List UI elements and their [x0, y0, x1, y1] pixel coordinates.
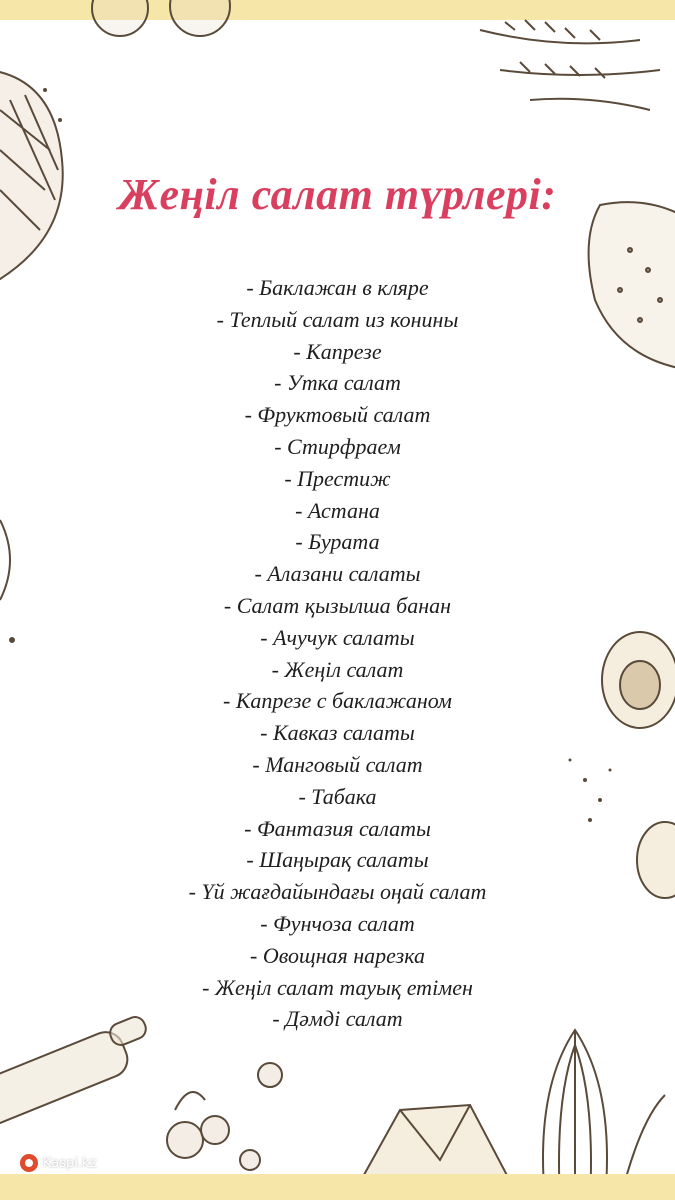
list-item: - Капрезе с баклажаном — [223, 688, 452, 714]
list-item: - Алазани салаты — [254, 561, 421, 587]
list-item: - Астана — [295, 497, 380, 523]
berries-illustration — [167, 1063, 282, 1170]
list-item: - Фантазия салаты — [244, 815, 431, 841]
list-item: - Теплый салат из конины — [216, 306, 459, 332]
list-item: - Бурата — [295, 529, 380, 555]
list-item: - Овощная нарезка — [250, 942, 425, 968]
watermark-text: Kaspi.kz — [43, 1155, 97, 1171]
list-item: - Престиж — [284, 465, 391, 491]
list-item: - Шаңырақ салаты — [246, 847, 429, 873]
list-item: - Фруктовый салат — [244, 402, 431, 428]
page-title: Жеңіл салат түрлері: — [118, 170, 557, 220]
list-item: - Ачучук салаты — [260, 624, 415, 650]
list-item: - Баклажан в кляре — [246, 275, 429, 300]
salad-list — [0, 272, 675, 1035]
list-item: - Фунчоза салат — [260, 910, 415, 936]
watermark — [20, 1154, 96, 1172]
list-item: - Салат қызылша банан — [223, 592, 452, 618]
list-item: - Дәмді салат — [272, 1006, 403, 1032]
list-item: - Кавказ салаты — [260, 720, 415, 746]
list-item: - Жеңіл салат тауық етімен — [202, 974, 473, 1000]
pie-illustration — [0, 0, 230, 285]
kaspi-logo-icon — [20, 1154, 38, 1172]
list-item: - Үй жағдайындағы оңай салат — [188, 879, 487, 905]
bottom-decor-band — [0, 1174, 675, 1200]
list-item: - Манговый салат — [252, 751, 423, 777]
list-item: - Капрезе — [293, 338, 382, 364]
list-item: - Стирфраем — [274, 433, 401, 459]
list-item: - Жеңіл салат — [271, 656, 404, 682]
wheat-illustration — [480, 20, 660, 110]
top-decor-band — [0, 0, 675, 20]
list-item: - Табака — [298, 783, 377, 809]
list-item: - Утка салат — [274, 370, 401, 396]
